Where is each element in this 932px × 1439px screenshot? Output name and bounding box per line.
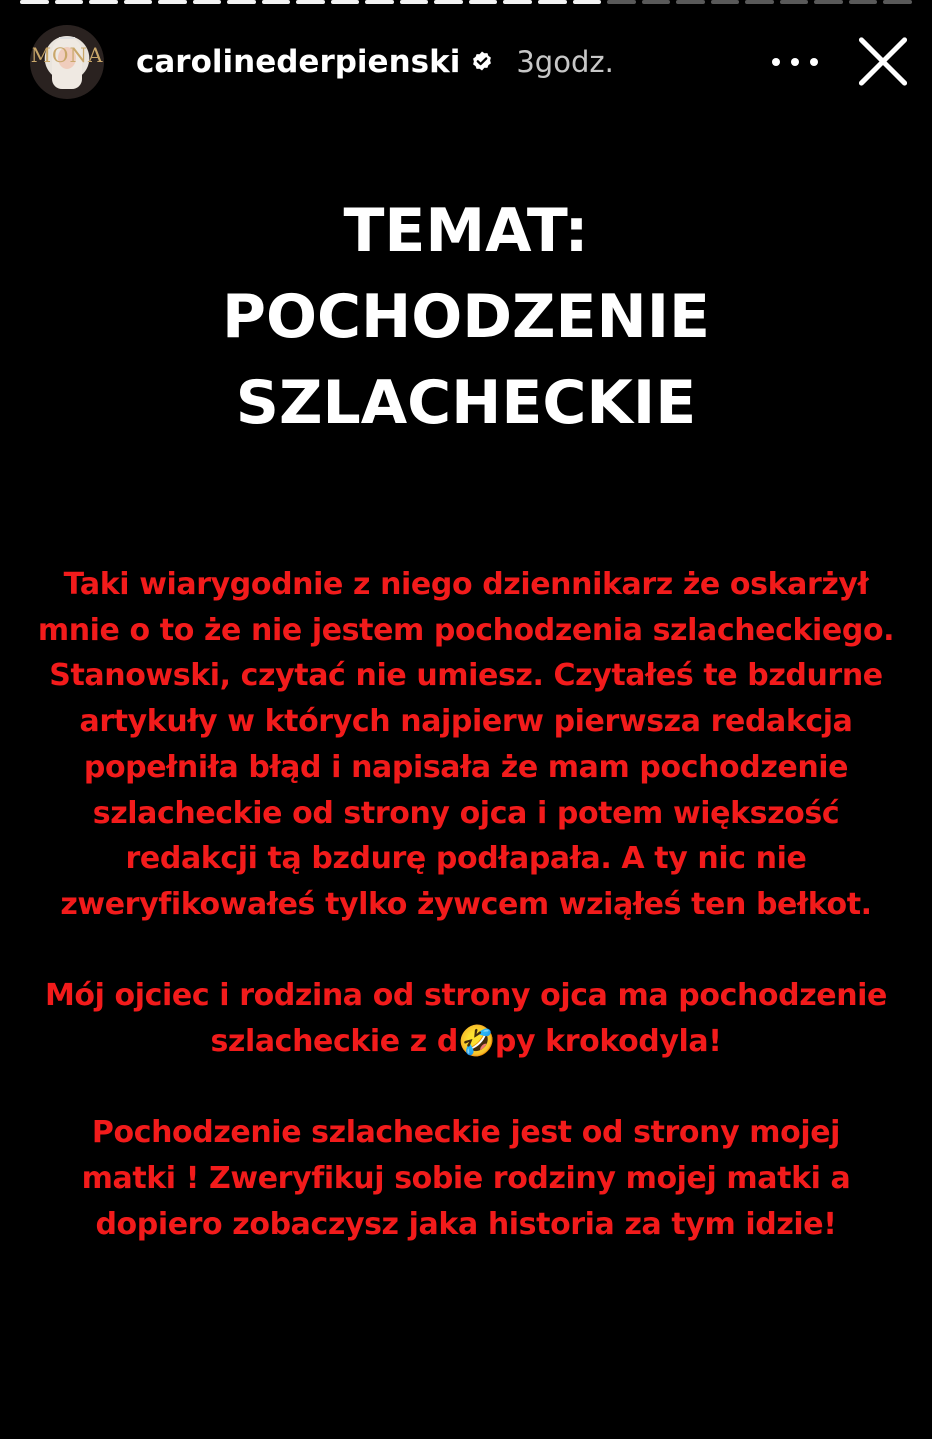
crown-icon [59, 29, 75, 39]
progress-segment [607, 0, 636, 4]
progress-segment [400, 0, 429, 4]
progress-segment [642, 0, 671, 4]
progress-segment [331, 0, 360, 4]
body-text-line: szlacheckie od strony ojca i potem większość [92, 795, 840, 831]
progress-segment [849, 0, 878, 4]
progress-segment [780, 0, 809, 4]
avatar[interactable] [30, 25, 104, 99]
progress-segment [193, 0, 222, 4]
progress-segment [158, 0, 187, 4]
story-title [0, 188, 932, 446]
progress-segment [227, 0, 256, 4]
close-icon[interactable] [858, 37, 908, 87]
body-text-line: zweryfikowałeś tylko żywcem wziąłeś ten bełkot. [60, 886, 872, 922]
body-text-line: matki ! Zweryfikuj sobie rodziny mojej matki a [81, 1161, 851, 1197]
body-text-line: artykuły w których najpierw pierwsza redakcja [79, 704, 853, 740]
progress-segment [503, 0, 532, 4]
body-text-line: Taki wiarygodnie z niego dziennikarz że oskarżył [63, 567, 869, 602]
body-text-line: redakcji tą bzdurę podłapała. A ty nic nie [125, 841, 807, 877]
paragraph-gap [10, 1065, 922, 1111]
progress-segment [883, 0, 912, 4]
title-line: POCHODZENIE [221, 282, 711, 352]
progress-segment [89, 0, 118, 4]
story-progress-bar [20, 0, 912, 4]
progress-segment [124, 0, 153, 4]
progress-segment [55, 0, 84, 4]
avatar-logo-text: MONA [30, 43, 104, 67]
more-options-icon[interactable] [772, 52, 818, 72]
username[interactable]: carolinederpienski [136, 44, 461, 80]
story-body-text [10, 562, 922, 1248]
progress-segment [469, 0, 498, 4]
story-header [30, 22, 910, 102]
title-line: TEMAT: [343, 196, 589, 266]
body-text-line: popełniła błąd i napisała że mam pochodzenie [83, 749, 849, 785]
paragraph-gap [10, 928, 922, 974]
progress-segment [365, 0, 394, 4]
progress-segment [676, 0, 705, 4]
title-line: SZLACHECKIE [235, 368, 697, 438]
progress-segment [262, 0, 291, 4]
verified-badge-icon [470, 50, 494, 74]
post-time: 3godz. [516, 45, 614, 79]
body-text-line: Pochodzenie szlacheckie jest od strony mojej [91, 1115, 841, 1151]
progress-segment [573, 0, 602, 4]
progress-segment [814, 0, 843, 4]
body-text-line: szlacheckie z d🤣py krokodyla! [210, 1024, 722, 1060]
progress-segment [711, 0, 740, 4]
body-text-line: Stanowski, czytać nie umiesz. Czytałeś te bzdurne [49, 658, 883, 694]
progress-segment [434, 0, 463, 4]
body-text-line: mnie o to że nie jestem pochodzenia szlacheckiego. [37, 612, 895, 648]
body-text-line: Mój ojciec i rodzina od strony ojca ma pochodzenie [44, 978, 888, 1014]
body-text-line: dopiero zobaczysz jaka historia za tym idzie! [95, 1206, 837, 1242]
progress-segment [296, 0, 325, 4]
progress-segment [20, 0, 49, 4]
progress-segment [538, 0, 567, 4]
progress-segment [745, 0, 774, 4]
